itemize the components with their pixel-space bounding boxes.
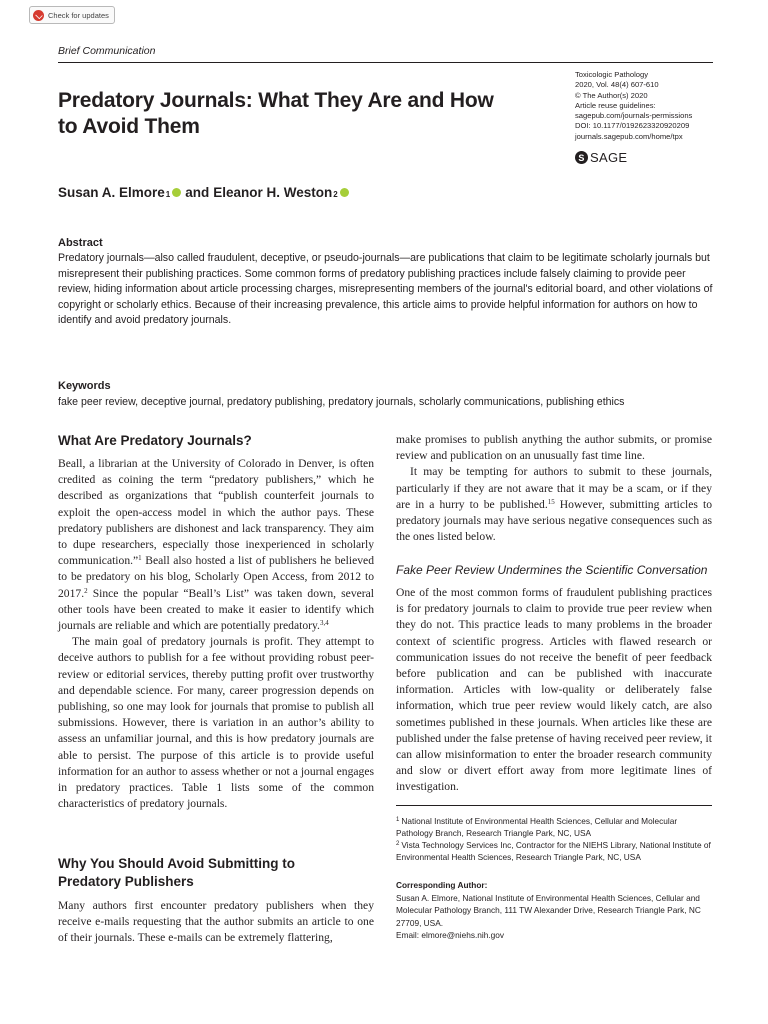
crossmark-icon: [33, 10, 44, 21]
paragraph: The main goal of predatory journals is profit. They attempt to deceive authors to publish for a fee without providing robust peer-review or editorial services, thereby putting profit over trustworthy and dependable science. For many, career progression depends on publishing, so one may look for journals that promise to publish all submissions. However, there is variation in an author’s ability to assess an unfamiliar journal, and this is how predatory journals are able to persist. The purpose of this article is to provide useful information for an author to assess whether or not a journal engages in predatory practices. Table 1 lists some of the common characteristics of predatory journals.: [58, 635, 374, 811]
footnote-number: 1: [396, 817, 400, 823]
paragraph: One of the most common forms of fraudulent publishing practices is for predatory journals to claim to provide true peer review when they do not. This practice leads to many problems in the broader context of scientific progress. Articles with flawed research or communication issues do not receive the benefit of peer feedback before publication and can be published with inaccurate information. Articles with low-quality or deliberately false information, which true peer review would likely catch, are also sometimes published in these journals. When articles like these are published under the false pretense of having received peer review, it can allow misinformation to enter the broader research community and slow or divert effort away from more legitimate lines of investigation.: [396, 586, 712, 794]
keywords-heading: Keywords: [58, 380, 111, 392]
abstract-text: Predatory journals—also called fraudulent, deceptive, or pseudo-journals—are publications that claim to be legitimate scholarly journals but misrepresent their publishing practices. Some common forms of predatory publishing practices include falsely claiming to provide peer review, hiding information about article processing charges, misrepresenting members of the journal's editorial board, and other violations of copyright or scholarly ethics. Because of their increasing prevalence, this article aims to provide helpful information for authors on how to identify and avoid predatory journals.: [58, 252, 713, 326]
paragraph-text: It may be tempting for authors to submit to these journals, particularly if they are not aware that it may be a scam, or if they are in a hurry to be published.: [396, 465, 712, 511]
author-affiliation-mark: 1: [165, 190, 171, 199]
section-heading-why-avoid: Why You Should Avoid Submitting to Predatory Publishers: [58, 856, 295, 889]
right-column-body-2: [396, 585, 712, 796]
author-name: Eleanor H. Weston: [213, 185, 333, 200]
paragraph-text: Since the popular “Beall’s List” was taken down, several other tools have been created to make it easier to identify which journals are reliable and which are potentially predatory.: [58, 586, 374, 633]
orcid-icon[interactable]: [172, 188, 181, 197]
author-list: [58, 185, 353, 200]
right-column-body: [396, 432, 712, 545]
left-column-body-2: [58, 898, 374, 947]
journal-home-link[interactable]: journals.sagepub.com/home/tpx: [575, 131, 683, 141]
check-for-updates-label: Check for updates: [48, 10, 109, 20]
corresponding-author-details: [396, 892, 716, 941]
article-type: Brief Communication: [58, 45, 156, 57]
paragraph-text: Beall also hosted a list of publishers he believed to be predatory on his blog, Scholarly Open Access, from 2012 to 2017.: [58, 554, 374, 600]
publisher-name: SAGE: [590, 150, 628, 165]
doi[interactable]: DOI: 10.1177/0192623320920209: [575, 121, 690, 131]
paragraph-text: However, submitting articles to predatory journals may have serious negative consequences such as the ones listed below.: [396, 497, 712, 544]
sage-emblem-icon: S: [575, 151, 588, 164]
citation[interactable]: 15: [547, 497, 555, 506]
orcid-icon[interactable]: [340, 188, 349, 197]
citation[interactable]: 2: [84, 586, 88, 595]
author-affiliation-mark: 2: [333, 190, 338, 199]
author-joiner: and: [185, 185, 210, 200]
footnote-number: 2: [396, 841, 400, 847]
corresponding-author-email[interactable]: Email: elmore@niehs.nih.gov: [396, 929, 505, 940]
footnote-text: National Institute of Environmental Health Sciences, Cellular and Molecular Pathology Branch, Research Triangle Park, NC, USA: [396, 816, 678, 838]
paragraph-text: Beall, a librarian at the University of Colorado in Denver, is often credited as coining the term “predatory publishers,” which he described as organizations that “publish counterfeit journals to exploit the open-access model in which the author pays. These predatory publishers are dishonest and lack transparency. They aim to dupe researchers, especially those inexperienced in scholarly communication.”: [58, 457, 374, 568]
keywords-text: fake peer review, deceptive journal, predatory publishing, predatory journals, scholarly communications, publishing ethics: [58, 396, 625, 408]
author-name: Susan A. Elmore: [58, 185, 165, 200]
paragraph: [58, 456, 374, 634]
paragraph: Many authors first encounter predatory publishers when they receive e-mails requesting that the author submits an article to one of their journals. These e-mails can be extremely flattering,: [58, 899, 374, 945]
citation[interactable]: 3,4: [319, 619, 329, 628]
left-column-body: [58, 456, 374, 812]
copyright: © The Author(s) 2020: [575, 90, 648, 100]
journal-metadata: [575, 70, 725, 142]
corresponding-author-label: Corresponding Author:: [396, 880, 488, 890]
abstract-heading: Abstract: [58, 237, 103, 249]
check-for-updates-button[interactable]: [29, 6, 115, 24]
corresponding-author-address: Susan A. Elmore, National Institute of Environmental Health Sciences, Cellular and Molecular Pathology Branch, 111 TW Alexander Drive, Research Triangle Park, NC 27709, USA.: [396, 893, 701, 928]
section-heading-what-are: What Are Predatory Journals?: [58, 433, 252, 448]
article-title: Predatory Journals: What They Are and How to Avoid Them: [58, 89, 494, 138]
journal-name: Toxicologic Pathology: [575, 70, 649, 79]
affiliation-footnote: [396, 838, 714, 863]
citation[interactable]: 1: [138, 554, 142, 563]
paragraph-continued: make promises to publish anything the author submits, or promise review and publication on an unusually fast time line.: [396, 433, 712, 463]
affiliation-footnote: [396, 814, 714, 839]
header-divider: [58, 62, 713, 63]
journal-volume: 2020, Vol. 48(4) 607-610: [575, 80, 659, 90]
permissions-link[interactable]: sagepub.com/journals-permissions: [575, 111, 693, 121]
subsection-heading-fake-peer-review: Fake Peer Review Undermines the Scientific Conversation: [396, 563, 708, 577]
publisher-logo: [575, 150, 627, 165]
paragraph: [396, 464, 712, 545]
reuse-label: Article reuse guidelines:: [575, 100, 656, 110]
footnote-divider: [396, 805, 712, 806]
footnote-text: Vista Technology Services Inc, Contractor for the NIEHS Library, National Institute of Environmental Health Sciences, Research Triangle Park, NC, USA: [396, 840, 711, 862]
